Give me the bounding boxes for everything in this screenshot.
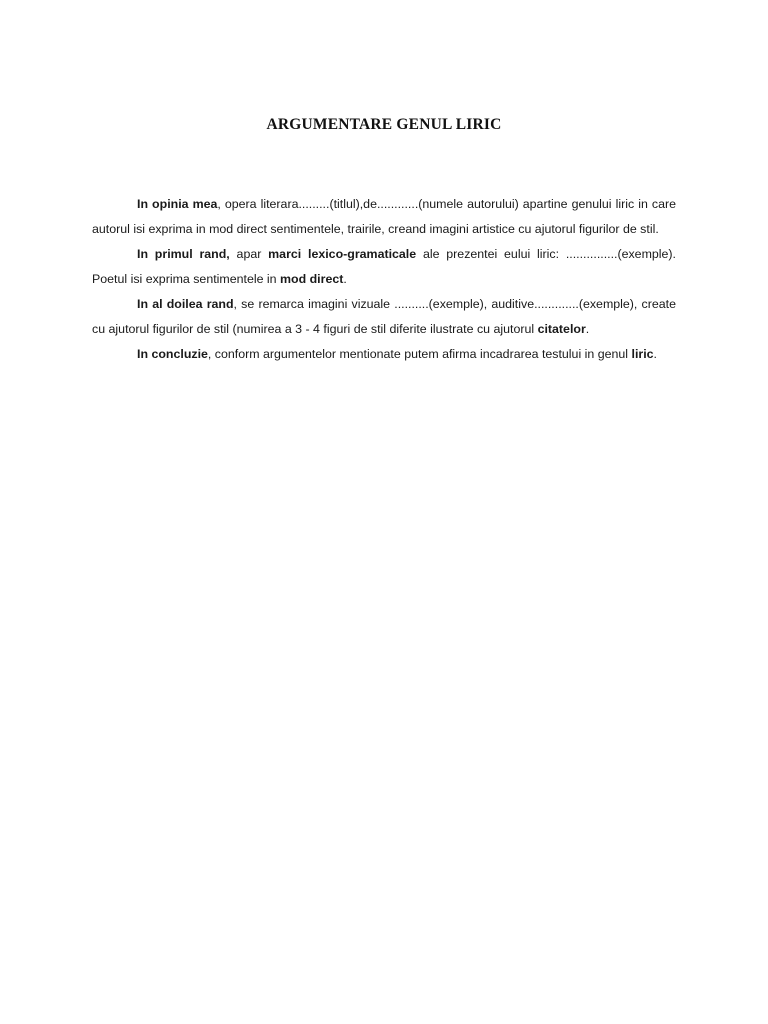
text-run: . — [585, 322, 590, 336]
text-run: citatelor — [537, 322, 586, 336]
text-run: apar — [229, 247, 269, 261]
text-run: ale prezentei eului liric: ...............(exemple). Poetul isi exprima sentimentele in — [92, 247, 677, 286]
paragraph-opinion — [92, 192, 676, 242]
text-run: In primul rand, — [137, 247, 230, 261]
document-body — [92, 192, 676, 367]
text-run: In concluzie — [137, 347, 208, 361]
document-title: ARGUMENTARE GENUL LIRIC — [266, 116, 502, 133]
text-run: In opinia mea — [137, 197, 218, 211]
paragraph-first-point — [92, 242, 676, 292]
text-run: mod direct — [280, 272, 344, 286]
text-run: . — [343, 272, 347, 286]
paragraph-second-point — [92, 292, 676, 342]
text-run: In al doilea rand — [137, 297, 234, 311]
text-run: , se remarca imagini vizuale ..........(exemple), auditive.............(exemple), create cu ajutorul figurilor de stil (numirea a 3 - 4 figuri de stil diferite ilustrate cu ajutorul — [92, 297, 676, 336]
text-run: , conform argumentelor mentionate putem afirma incadrarea testului in genul — [207, 347, 632, 361]
text-run: liric — [631, 347, 654, 361]
text-run: . — [653, 347, 657, 361]
paragraph-conclusion — [92, 342, 676, 367]
text-run: , opera literara.........(titlul),de............(numele autorului) apartine genului liric in care autorul isi exprima in mod direct sentimentele, trairile, creand imagini artistice cu ajutorul figurilor de stil. — [92, 197, 676, 236]
text-run: marci lexico-gramaticale — [268, 247, 417, 261]
